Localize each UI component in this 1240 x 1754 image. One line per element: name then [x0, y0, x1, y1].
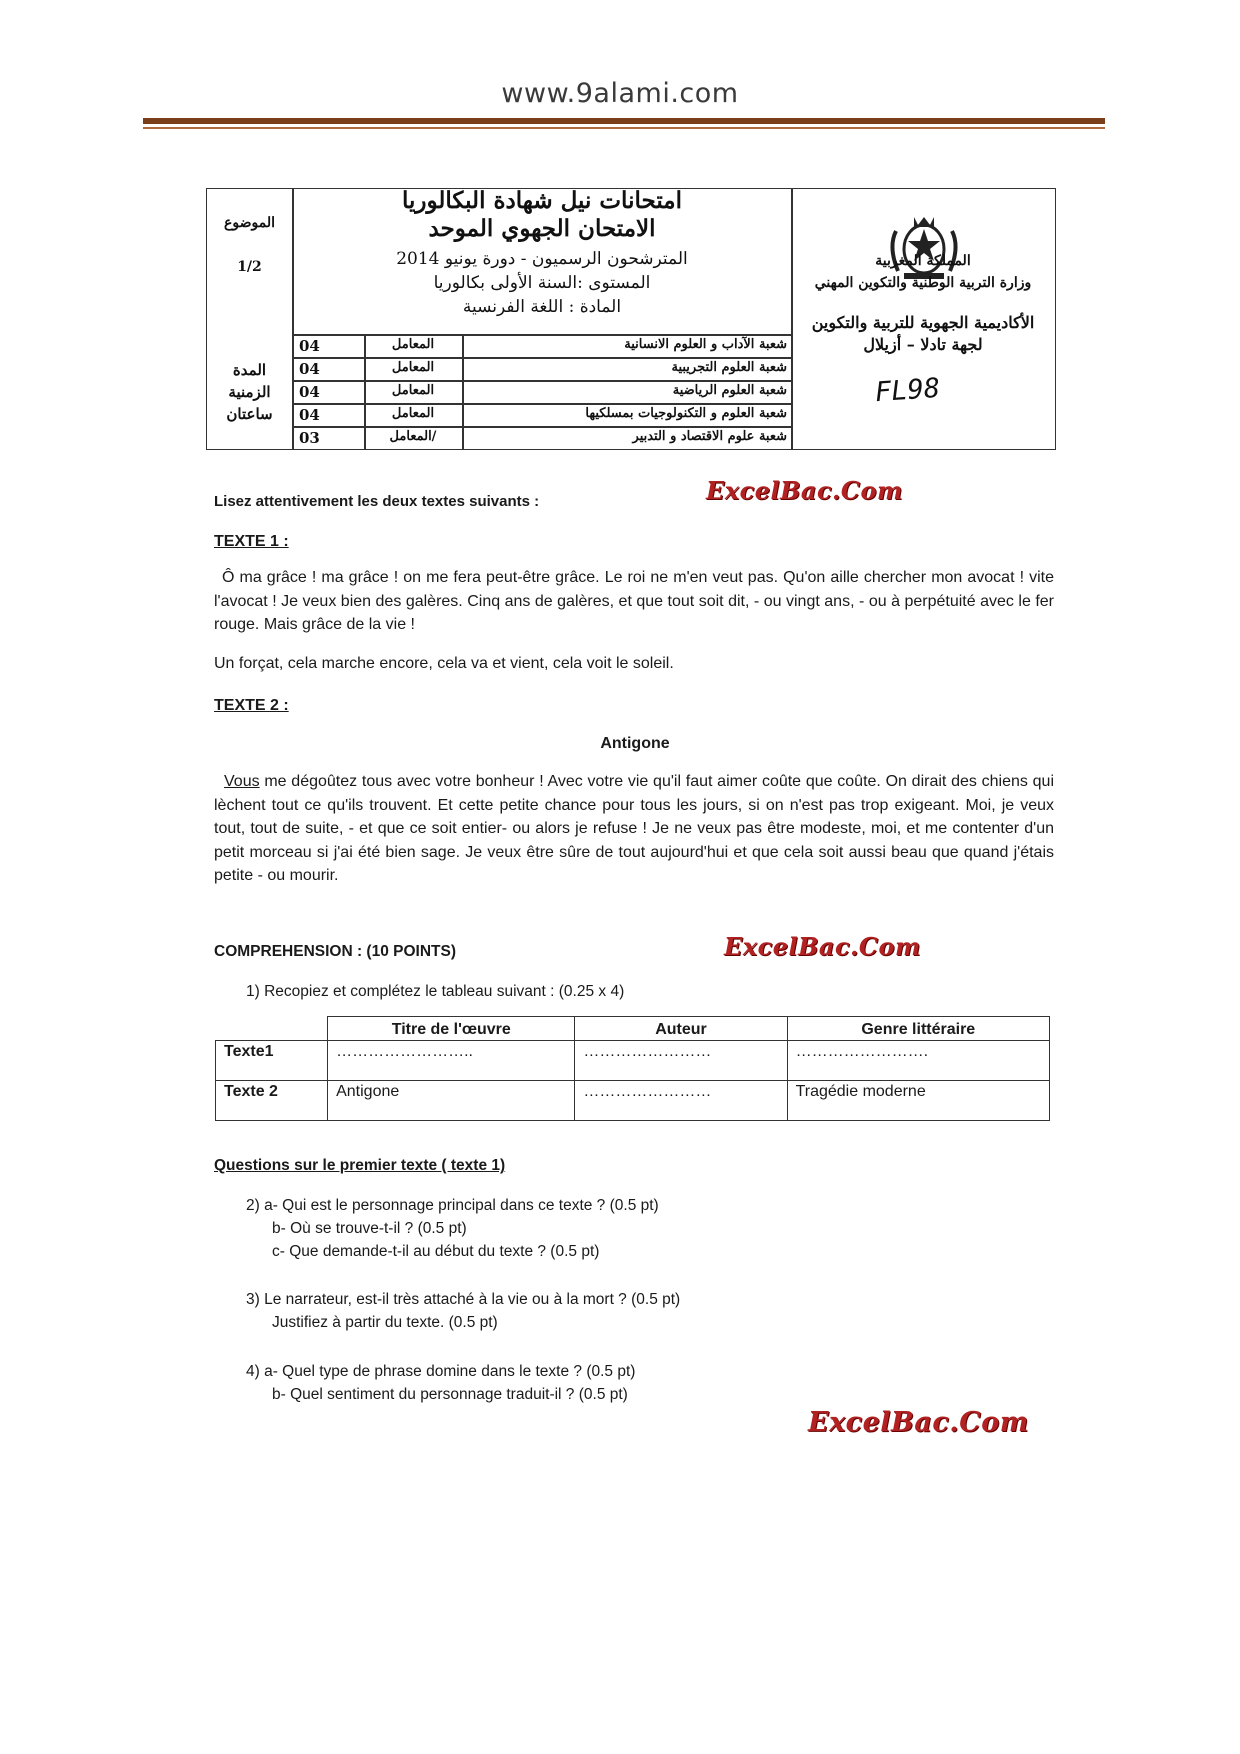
exam-subject: المادة : اللغة الفرنسية: [462, 297, 622, 317]
questions-heading: Questions sur le premier texte ( texte 1): [214, 1157, 506, 1174]
table-row: [216, 1041, 1050, 1081]
watermark: ExcelBac.Com: [724, 932, 921, 961]
texte2-paragraph-body: me dégoûtez tous avec votre bonheur ! Avec votre vie qu'il faut aimer coûte que coûte. On dirait des chiens qui lèchent tout ce qu'ils trouvent. Et cette petite chance pour tous les jours, si on n'est pas trop exigeant. Moi, je veux tout, tout de suite, - et que ce soit entier- ou alors je refuse ! Je ne veux pas être modeste, moi, et me contenter d'un petit morceau si j'ai été bien sage. Je veux être sûre de tout aujourd'hui et que cela soit aussi beau que quand j'étais petite - ou mourir.: [214, 773, 1054, 884]
duration-value: ساعتان: [226, 405, 273, 423]
exam-subtitle: الامتحان الجهوي الموحد: [428, 215, 656, 242]
site-url[interactable]: www.9alami.com: [501, 78, 739, 109]
texte1-heading: TEXTE 1 :: [214, 533, 289, 550]
page-indicator: 1/2: [237, 259, 262, 275]
texte2-heading: TEXTE 2 :: [214, 697, 289, 714]
exam-session: المترشحون الرسميون - دورة يونيو 2014: [396, 249, 688, 269]
comprehension-table: [215, 1016, 1050, 1121]
question-1: 1) Recopiez et complétez le tableau suivant : (0.25 x 4): [246, 983, 625, 1000]
ministry-name: وزارة التربية الوطنية والتكوين المهني: [814, 275, 1032, 291]
watermark: ExcelBac.Com: [808, 1407, 1029, 1438]
comprehension-heading: COMPREHENSION : (10 POINTS): [214, 943, 456, 960]
header-rule-thin: [143, 127, 1105, 129]
exam-title: امتحانات نيل شهادة البكالوريا: [402, 187, 682, 214]
texte2-title: Antigone: [600, 735, 670, 752]
table-cell: ……………………: [575, 1041, 787, 1081]
table-cell: Tragédie moderne: [787, 1081, 1049, 1121]
table-header: Genre littéraire: [787, 1017, 1049, 1041]
table-cell: ……………………..: [328, 1041, 575, 1081]
question-4b: b- Quel sentiment du personnage traduit-il ? (0.5 pt): [272, 1386, 628, 1403]
table-cell: Antigone: [328, 1081, 575, 1121]
question-3a: 3) Le narrateur, est-il très attaché à la vie ou à la mort ? (0.5 pt): [246, 1291, 681, 1308]
duration-label: المدة: [232, 361, 267, 379]
table-row: [216, 1081, 1050, 1121]
question-4a: 4) a- Quel type de phrase domine dans le texte ? (0.5 pt): [246, 1363, 636, 1380]
table-corner: [216, 1017, 328, 1041]
exam-header-box: الموضوع 1/2 المدة الزمنية ساعتان امتحانات نيل شهادة البكالوريا الامتحان الجهوي الموحد المترشحون الرسميون - دورة يونيو 2014 المستوى :السنة الأولى بكالوريا المادة : اللغة الفرنسية 04 المعامل شعبة الآداب و العلوم الانسانية 04 المعامل شعبة العلوم التجريبية 04 المعامل شعبة العلوم الرياضية 04 المعامل شعبة العلوم و التكنولوجيات بمسلكيها 03 /المعامل شعبة علوم الاقتصاد و التدبير المملكة المغربية وزارة التربية الوطنية والتكوين المهني الأكاديمية الجهوية للتربية والتكوين لجهة تادلا – أزيلال FL98: [206, 188, 1056, 450]
texte1-paragraph-2: Un forçat, cela marche encore, cela va et vient, cela voit le soleil.: [214, 655, 674, 672]
academy-name: الأكاديمية الجهوية للتربية والتكوين: [811, 313, 1035, 332]
table-cell: …………………….: [787, 1041, 1049, 1081]
table-row-label: Texte1: [216, 1041, 328, 1081]
texte2-paragraph: [214, 770, 1054, 888]
instructions: Lisez attentivement les deux textes suivants :: [214, 493, 540, 510]
texte1-paragraph: Ô ma grâce ! ma grâce ! on me fera peut-être grâce. Le roi ne m'en veut pas. Qu'on aille chercher mon avocat ! vite l'avocat ! Je veux bien des galères. Cinq ans de galères, et que tout soit dit, - ou vingt ans, - ou à perpétuité avec le fer rouge. Mais grâce de la vie !: [214, 569, 1054, 633]
table-header: Auteur: [575, 1017, 787, 1041]
watermark: ExcelBac.Com: [706, 476, 903, 505]
question-2c: c- Que demande-t-il au début du texte ? (0.5 pt): [272, 1243, 600, 1260]
handwritten-code: FL98: [873, 372, 942, 409]
table-cell: ……………………: [575, 1081, 787, 1121]
question-2a: 2) a- Qui est le personnage principal dans ce texte ? (0.5 pt): [246, 1197, 659, 1214]
texte2-first-word: Vous: [224, 773, 260, 790]
academy-region: لجهة تادلا – أزيلال: [863, 335, 983, 354]
duration-label-2: الزمنية: [228, 383, 271, 401]
table-header: Titre de l'œuvre: [328, 1017, 575, 1041]
kingdom-name: المملكة المغربية: [875, 253, 971, 269]
exam-level: المستوى :السنة الأولى بكالوريا: [433, 273, 651, 293]
header-rule: [143, 118, 1105, 124]
question-2b: b- Où se trouve-t-il ? (0.5 pt): [272, 1220, 467, 1237]
subject-label: الموضوع: [224, 215, 275, 231]
question-3b: Justifiez à partir du texte. (0.5 pt): [272, 1314, 498, 1331]
kingdom-seal-icon: [874, 211, 974, 283]
table-row-label: Texte 2: [216, 1081, 328, 1121]
